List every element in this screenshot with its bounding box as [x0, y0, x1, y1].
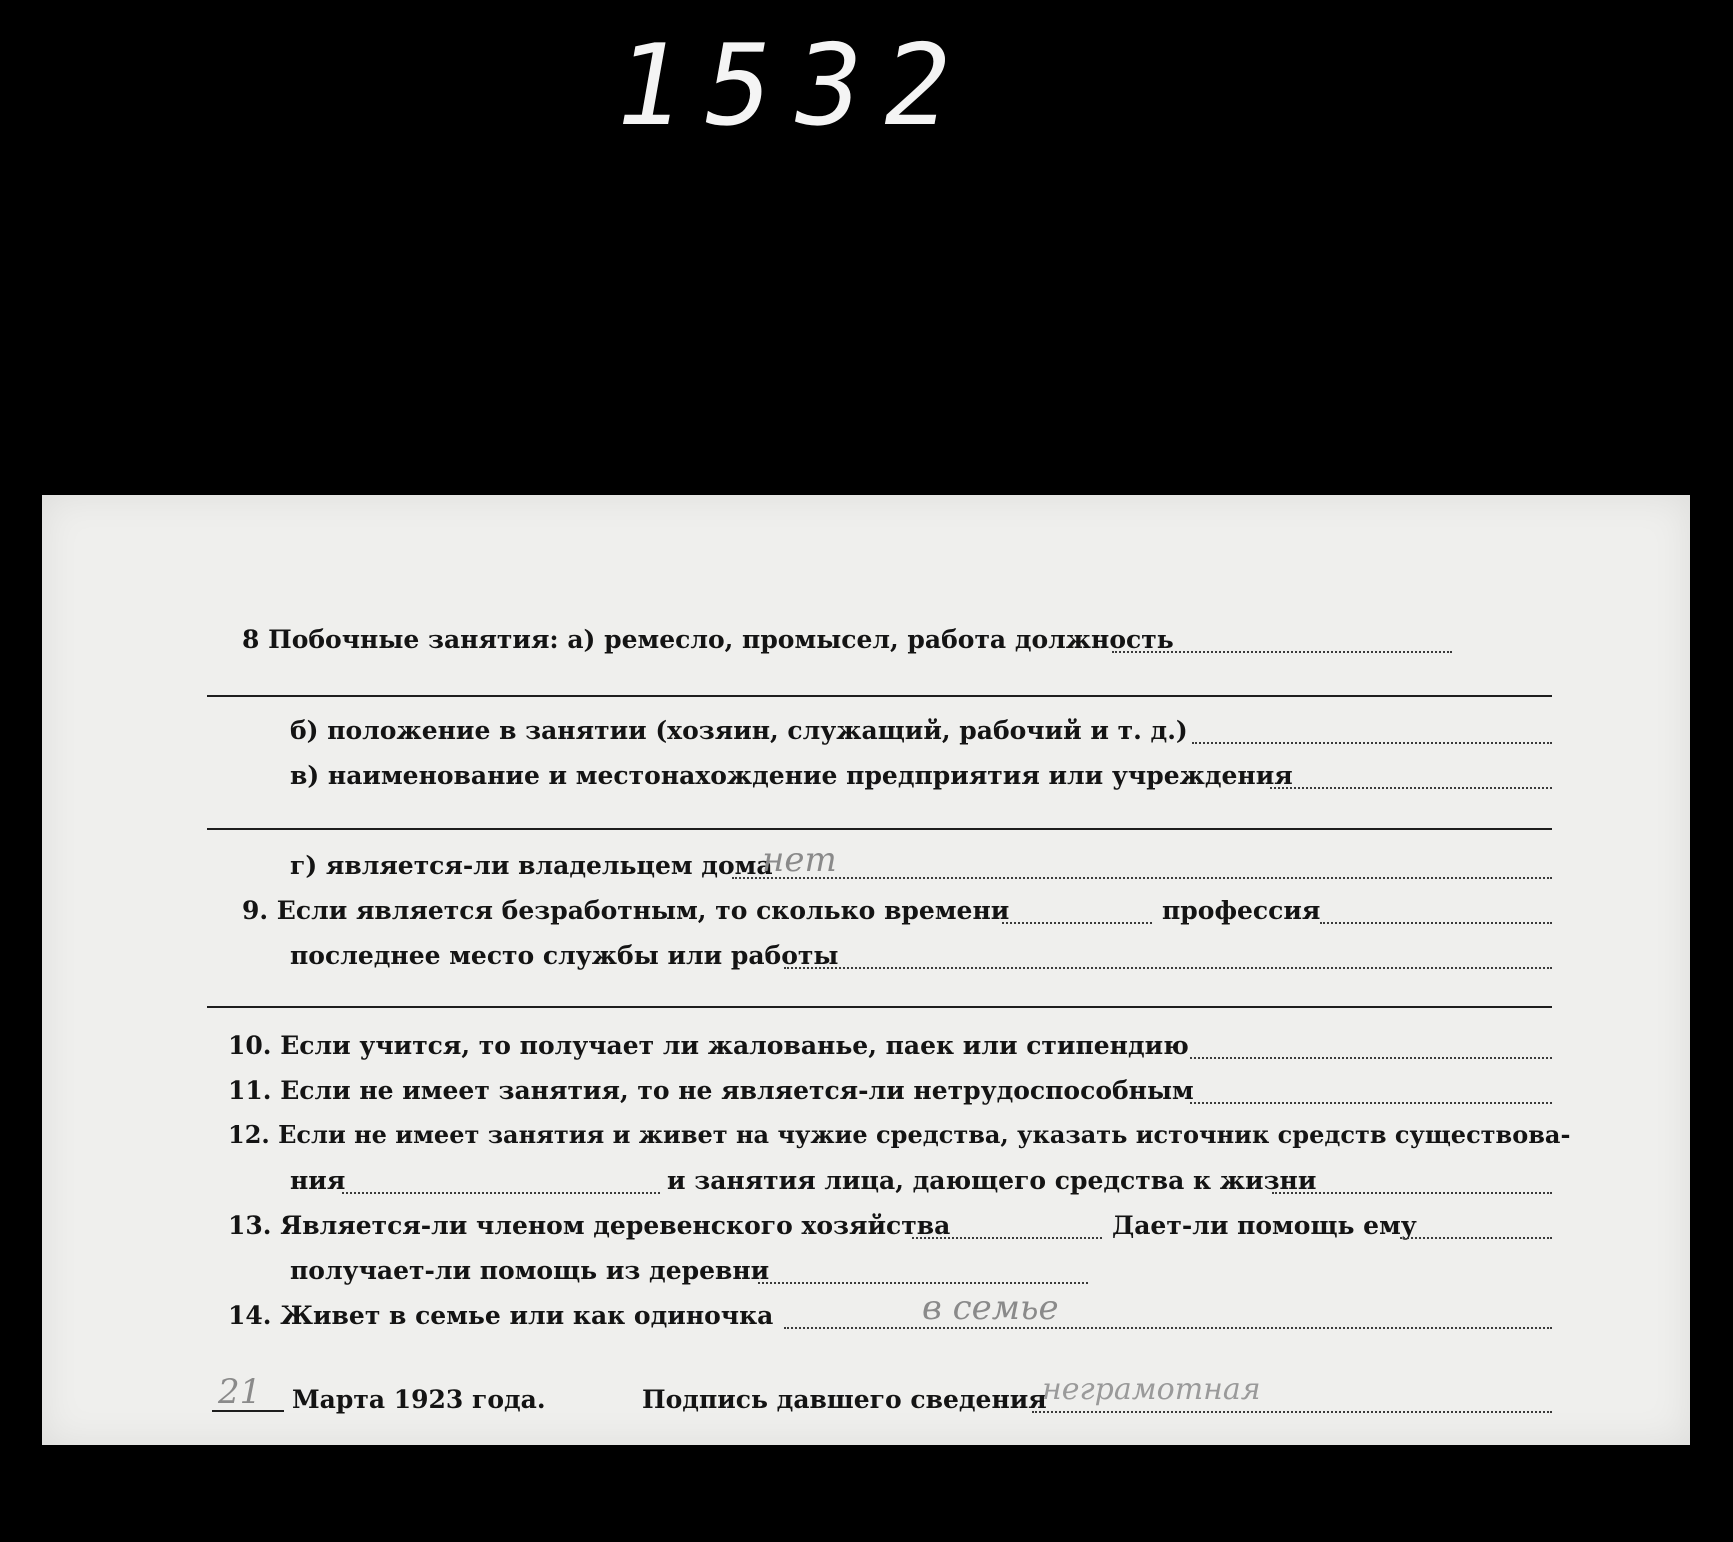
q8-g-answer: нет	[762, 840, 837, 880]
signature-line	[1032, 1411, 1552, 1413]
q9-a-label: 9. Если является безработным, то сколько времени	[242, 896, 1010, 925]
q14-line	[784, 1327, 1552, 1329]
date-day-line	[212, 1410, 284, 1412]
q8-a-continuation-line	[207, 695, 1552, 697]
q9-c-line	[784, 967, 1552, 969]
q12-b-label: ния	[290, 1166, 346, 1195]
q12-b-line	[342, 1192, 660, 1194]
q9-continuation-line	[207, 1006, 1552, 1008]
q13-a-line	[912, 1237, 1102, 1239]
q10-line	[1190, 1057, 1552, 1059]
q14-answer: в семье	[922, 1288, 1059, 1328]
q8-a-label: 8 Побочные занятия: а) ремесло, промысел, работа должность	[242, 625, 1174, 654]
q8-b-line	[1192, 742, 1552, 744]
q8-g-line	[732, 877, 1552, 879]
date-day: 21	[218, 1372, 262, 1412]
q13-b-label: Дает-ли помощь ему	[1112, 1211, 1417, 1240]
sheet-number: 1532	[603, 21, 985, 151]
date-text: Марта 1923 года.	[292, 1385, 546, 1414]
q12-c-label: и занятия лица, дающего средства к жизни	[667, 1166, 1317, 1195]
signature-value: неграмотная	[1042, 1372, 1261, 1407]
q8-v-label: в) наименование и местонахождение предприятия или учреждения	[290, 761, 1293, 790]
q14-label: 14. Живет в семье или как одиночка	[228, 1301, 774, 1330]
q9-b-label: профессия	[1162, 896, 1321, 925]
q10-label: 10. Если учится, то получает ли жалованье, паек или стипендию	[228, 1031, 1189, 1060]
form-card	[42, 495, 1690, 1445]
q11-line	[1190, 1102, 1552, 1104]
q8-a-line	[1112, 651, 1452, 653]
q13-b-line	[1400, 1237, 1552, 1239]
q8-v-continuation-line	[207, 828, 1552, 830]
q9-c-label: последнее место службы или работы	[290, 941, 839, 970]
q8-b-label: б) положение в занятии (хозяин, служащий, рабочий и т. д.)	[290, 716, 1188, 745]
q12-a-label: 12. Если не имеет занятия и живет на чужие средства, указать источник средств существова-	[228, 1120, 1571, 1149]
q13-c-line	[758, 1282, 1088, 1284]
q9-b-line	[1320, 922, 1552, 924]
q12-c-line	[1272, 1192, 1552, 1194]
q9-a-line	[1002, 922, 1152, 924]
q13-a-label: 13. Является-ли членом деревенского хозяйства	[228, 1211, 951, 1240]
q11-label: 11. Если не имеет занятия, то не является-ли нетрудоспособным	[228, 1076, 1194, 1105]
q8-g-label: г) является-ли владельцем дома	[290, 851, 773, 880]
q8-v-line	[1270, 787, 1552, 789]
q13-c-label: получает-ли помощь из деревни	[290, 1256, 770, 1285]
signature-label: Подпись давшего сведения	[642, 1385, 1047, 1414]
